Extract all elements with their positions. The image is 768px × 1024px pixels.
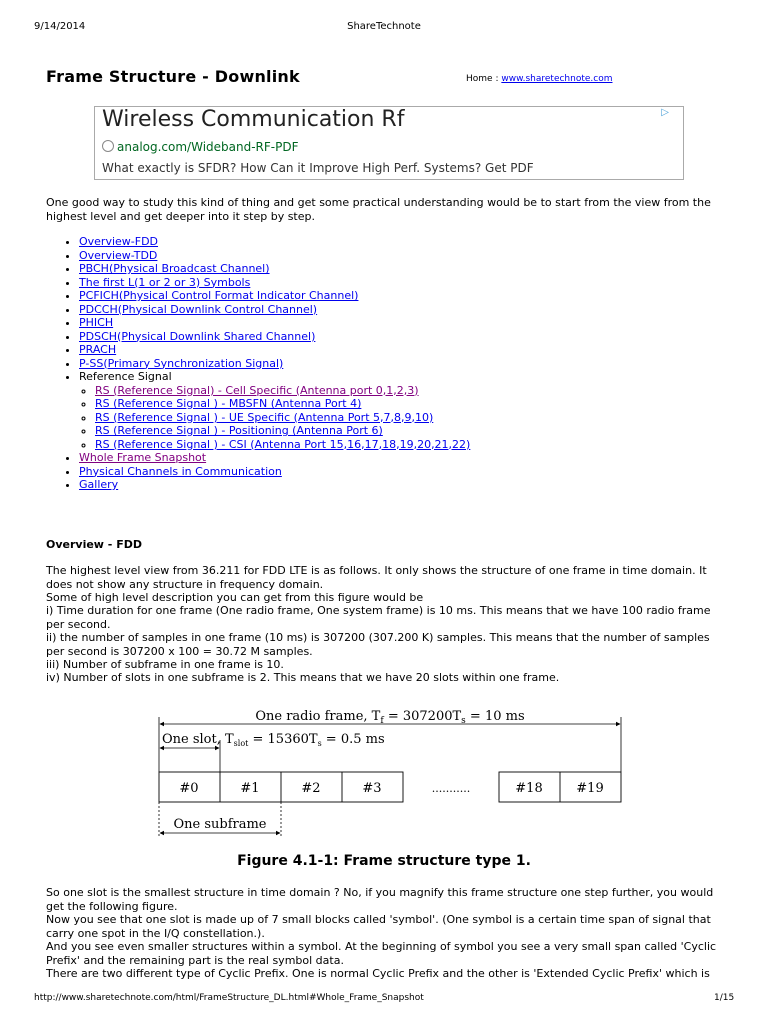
- overview-paragraph-3: i) Time duration for one frame (One radio frame, One system frame) is 10 ms. This means that we have 100 radio frame per second.: [46, 604, 711, 631]
- toc-item-reference-signal: [79, 370, 470, 451]
- ad-description: What exactly is SFDR? How Can it Improve High Perf. Systems? Get PDF: [102, 161, 534, 175]
- ad-title[interactable]: Wireless Communication Rf: [102, 107, 405, 132]
- toc-link-rs-mbsfn[interactable]: RS (Reference Signal ) - MBSFN (Antenna Port 4): [95, 397, 362, 410]
- ad-url[interactable]: [102, 140, 299, 154]
- toc-link-phich[interactable]: PHICH: [79, 316, 114, 329]
- slot-label: One slot, $T_{slot} = 15360T_s = 0.5$ ms: [162, 732, 385, 748]
- toc-link-rs-cell-specific[interactable]: RS (Reference Signal) - Cell Specific (Antenna port 0,1,2,3): [95, 383, 419, 397]
- toc-link-pbch[interactable]: PBCH(Physical Broadcast Channel): [79, 262, 270, 275]
- toc-link-overview-fdd[interactable]: Overview-FDD: [79, 235, 159, 248]
- overview-paragraph-6: iv) Number of slots in one subframe is 2. This means that we have 20 slots within one frame.: [46, 671, 560, 684]
- slot-18-label: #18: [515, 781, 543, 796]
- toc-item: [79, 249, 470, 263]
- globe-icon: [102, 140, 114, 152]
- radio-frame-label: One radio frame, $T_f = 307200T_s = 10$ ms: [255, 709, 525, 726]
- toc-item: [79, 451, 470, 465]
- toc-link-gallery[interactable]: Gallery: [79, 478, 119, 491]
- print-site-name: ShareTechnote: [347, 21, 421, 32]
- toc-item: [79, 357, 470, 371]
- figure-caption: Figure 4.1-1: Frame structure type 1.: [237, 853, 531, 869]
- subframe-label: One subframe: [173, 817, 267, 832]
- toc-item: [79, 262, 470, 276]
- overview-paragraph-1: The highest level view from 36.211 for FDD LTE is as follows. It only shows the structure of one frame in time domain. It does not show any structure in frequency domain.: [46, 564, 707, 591]
- toc-item: [79, 478, 470, 492]
- footer-url: http://www.sharetechnote.com/html/FrameStructure_DL.html#Whole_Frame_Snapshot: [34, 993, 424, 1003]
- toc-link-overview-tdd[interactable]: Overview-TDD: [79, 248, 158, 262]
- toc-link-pcfich[interactable]: PCFICH(Physical Control Format Indicator Channel): [79, 289, 359, 302]
- ad-url-text: analog.com/Wideband-RF-PDF: [117, 140, 299, 154]
- ad-choices-icon[interactable]: ▷: [661, 107, 669, 118]
- table-of-contents: [63, 235, 470, 492]
- toc-item: [79, 303, 470, 317]
- toc-link-rs-ue-specific[interactable]: RS (Reference Signal ) - UE Specific (Antenna Port 5,7,8,9,10): [95, 410, 434, 424]
- toc-link-rs-positioning[interactable]: RS (Reference Signal ) - Positioning (Antenna Port 6): [95, 424, 383, 437]
- toc-item: [79, 343, 470, 357]
- intro-paragraph: One good way to study this kind of thing and get some practical understanding would be to start from the view from the highest level and get deeper into it step by step.: [46, 196, 711, 223]
- after-paragraph-3: And you see even smaller structures within a symbol. At the beginning of symbol you see a very small span called 'Cyclic Prefix' and the remaining part is the real symbol data.: [46, 940, 717, 967]
- toc-item: [79, 276, 470, 290]
- toc-item: [79, 465, 470, 479]
- home-link[interactable]: www.sharetechnote.com: [501, 74, 613, 84]
- toc-item: [79, 316, 470, 330]
- toc-link-pss[interactable]: P-SS(Primary Synchronization Signal): [79, 356, 284, 370]
- toc-link-pdcch[interactable]: PDCCH(Physical Downlink Control Channel): [79, 302, 318, 316]
- footer-page-number: 1/15: [714, 993, 735, 1003]
- slot-3-label: #3: [362, 781, 382, 796]
- home-link-block: [466, 74, 613, 84]
- toc-link-physical-channels[interactable]: Physical Channels in Communication: [79, 464, 282, 478]
- ad-banner[interactable]: [94, 106, 684, 180]
- page-title: Frame Structure - Downlink: [46, 67, 300, 86]
- print-date: 9/14/2014: [34, 21, 86, 32]
- reference-signal-label: Reference Signal: [79, 370, 172, 383]
- overview-paragraph-5: iii) Number of subframe in one frame is 10.: [46, 658, 284, 671]
- overview-paragraph-2: Some of high level description you can get from this figure would be: [46, 591, 424, 604]
- toc-item: [79, 235, 470, 249]
- slot-1-label: #1: [240, 781, 260, 796]
- slot-2-label: #2: [301, 781, 321, 796]
- toc-link-pdsch[interactable]: PDSCH(Physical Downlink Shared Channel): [79, 329, 316, 343]
- slot-0-label: #0: [179, 781, 199, 796]
- after-paragraph-1: So one slot is the smallest structure in time domain ? No, if you magnify this frame structure one step further, you would get the following figure.: [46, 886, 714, 913]
- overview-paragraph-4: ii) the number of samples in one frame (10 ms) is 307200 (307.200 K) samples. This means that the number of samples per second is 307200 x 100 = 30.72 M samples.: [46, 631, 710, 658]
- reference-signal-list: [79, 384, 470, 452]
- ellipsis-dots: ...........: [431, 782, 471, 795]
- toc-link-prach[interactable]: PRACH: [79, 343, 117, 356]
- home-label: Home :: [466, 74, 502, 84]
- toc-item: [79, 330, 470, 344]
- overview-fdd-heading: Overview - FDD: [46, 538, 142, 551]
- after-paragraph-4: There are two different type of Cyclic Prefix. One is normal Cyclic Prefix and the other is 'Extended Cyclic Prefix' which is: [46, 967, 710, 980]
- toc-link-whole-frame[interactable]: Whole Frame Snapshot: [79, 451, 207, 464]
- after-paragraph-2: Now you see that one slot is made up of 7 small blocks called 'symbol'. (One symbol is a certain time span of signal that carry one spot in the I/Q constellation.).: [46, 913, 711, 940]
- toc-item: [79, 289, 470, 303]
- slot-19-label: #19: [576, 781, 604, 796]
- toc-link-first-symbols[interactable]: The first L(1 or 2 or 3) Symbols: [79, 275, 251, 289]
- toc-link-rs-csi[interactable]: RS (Reference Signal ) - CSI (Antenna Port 15,16,17,18,19,20,21,22): [95, 437, 471, 451]
